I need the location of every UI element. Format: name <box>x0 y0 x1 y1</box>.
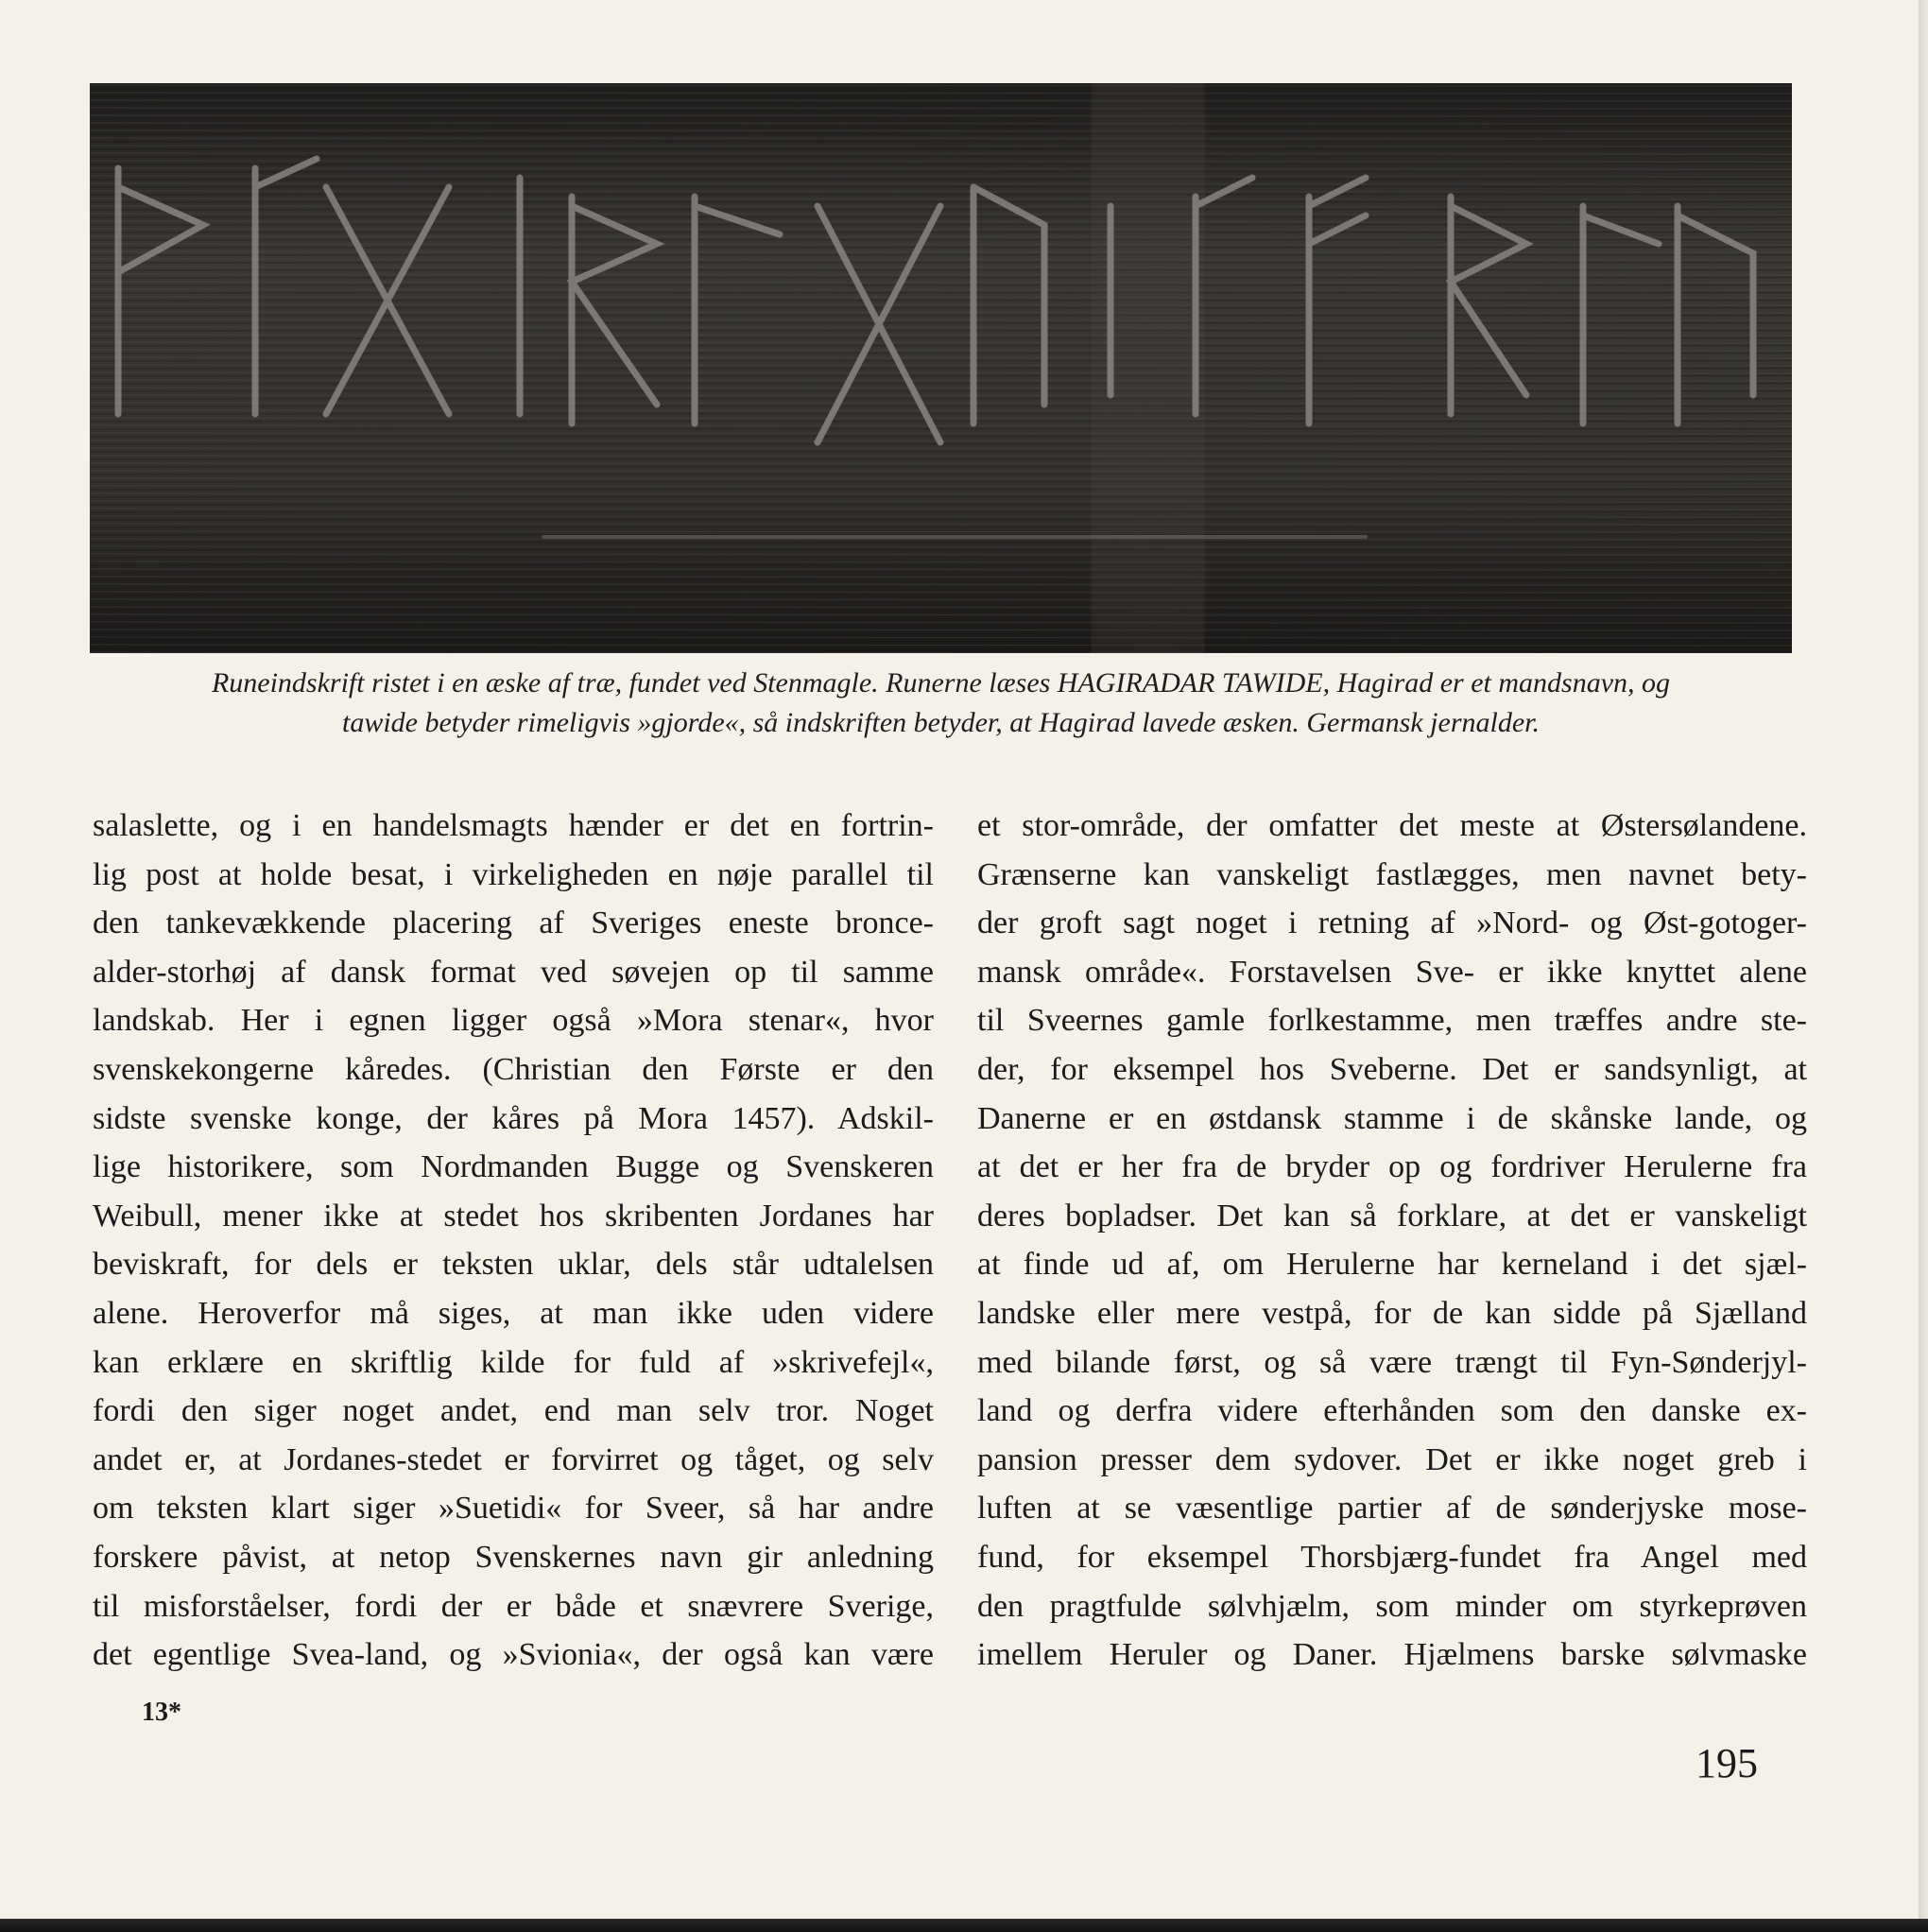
text-line: deres bopladser. Det kan så forklare, at det er vanskeligt <box>977 1198 1807 1233</box>
text-line: den pragtfulde sølvhjælm, som minder om styrkeprøven <box>977 1588 1807 1624</box>
page-bottom-edge <box>0 1919 1928 1932</box>
text-line: kan erklære en skriftlig kilde for fuld af »skrivefejl«, <box>93 1344 934 1380</box>
text-line: lig post at holde besat, i virkeligheden en nøje parallel til <box>93 856 934 892</box>
text-line: at det er her fra de bryder op og fordriver Herulerne fra <box>977 1149 1807 1185</box>
text-line: alene. Heroverfor må siges, at man ikke uden videre <box>93 1295 934 1331</box>
text-line: mansk område«. Forstavelsen Sve- er ikke knyttet alene <box>977 954 1807 990</box>
text-line: forskere påvist, at netop Svenskernes navn gir anledning <box>93 1539 934 1575</box>
text-line: andet er, at Jordanes-stedet er forvirret og tåget, og selv <box>93 1441 934 1477</box>
rune-inscription-photo <box>90 83 1792 653</box>
text-line: landske eller mere vestpå, for de kan sidde på Sjælland <box>977 1295 1807 1331</box>
figure-caption <box>90 664 1792 743</box>
caption-line-2: tawide betyder rimeligvis »gjorde«, så indskriften betyder, at Hagirad lavede æsken. Germansk jernalder. <box>341 707 1541 738</box>
page-number: 195 <box>1696 1740 1758 1786</box>
text-line: pansion presser dem sydover. Det er ikke noget greb i <box>977 1441 1807 1477</box>
right-text-column <box>977 802 1807 1680</box>
text-line: et stor-område, der omfatter det meste at Østersølandene. <box>977 808 1807 843</box>
text-line: der, for eksempel hos Sveberne. Det er sandsynligt, at <box>977 1051 1807 1087</box>
text-line: fordi den siger noget andet, end man selv tror. Noget <box>93 1393 934 1429</box>
signature-mark: 13* <box>142 1698 181 1727</box>
text-line: den tankevækkende placering af Sveriges eneste bronce- <box>93 906 934 941</box>
text-line: luften at se væsentlige partier af de sønderjyske mose- <box>977 1491 1807 1527</box>
page-right-edge <box>1919 0 1928 1932</box>
text-line: beviskraft, for dels er teksten uklar, dels står udtalelsen <box>93 1247 934 1283</box>
text-line: lige historikere, som Nordmanden Bugge og Svenskeren <box>93 1149 934 1185</box>
text-line: svenskekongerne kåredes. (Christian den Første er den <box>93 1051 934 1087</box>
text-line: land og derfra videre efterhånden som den danske ex- <box>977 1393 1807 1429</box>
text-line: Grænserne kan vanskeligt fastlægges, men navnet bety- <box>977 856 1807 892</box>
rune-inscription-image <box>90 83 1792 653</box>
text-line: der groft sagt noget i retning af »Nord- og Øst-gotoger- <box>977 906 1807 941</box>
text-line: at finde ud af, om Herulerne har kerneland i det sjæl- <box>977 1247 1807 1283</box>
text-line: om teksten klart siger »Suetidi« for Sveer, så har andre <box>93 1491 934 1527</box>
text-line: alder-storhøj af dansk format ved søvejen op til samme <box>93 954 934 990</box>
text-line: Danerne er en østdansk stamme i de skånske lande, og <box>977 1100 1807 1136</box>
text-line: med bilande først, og så være trængt til Fyn-Sønderjyl- <box>977 1344 1807 1380</box>
text-line: salaslette, og i en handelsmagts hænder er det en fortrin- <box>93 808 934 843</box>
text-line: sidste svenske konge, der kåres på Mora 1457). Adskil- <box>93 1100 934 1136</box>
text-line: det egentlige Svea-land, og »Svionia«, der også kan være <box>93 1637 934 1673</box>
caption-line-1: Runeindskrift ristet i en æske af træ, fundet ved Stenmagle. Runerne læses HAGIRADAR TAWIDE, Hagirad er et mandsnavn, og <box>211 667 1671 699</box>
text-line: landskab. Her i egnen ligger også »Mora stenar«, hvor <box>93 1003 934 1039</box>
left-text-column <box>93 802 934 1680</box>
text-line: til misforståelser, fordi der er både et snævrere Sverige, <box>93 1588 934 1624</box>
text-line: fund, for eksempel Thorsbjærg-fundet fra Angel med <box>977 1539 1807 1575</box>
text-line: imellem Heruler og Daner. Hjælmens barske sølvmaske <box>977 1637 1807 1673</box>
text-line: til Sveernes gamle forlkestamme, men træffes andre ste- <box>977 1003 1807 1039</box>
text-line: Weibull, mener ikke at stedet hos skribenten Jordanes har <box>93 1198 934 1233</box>
